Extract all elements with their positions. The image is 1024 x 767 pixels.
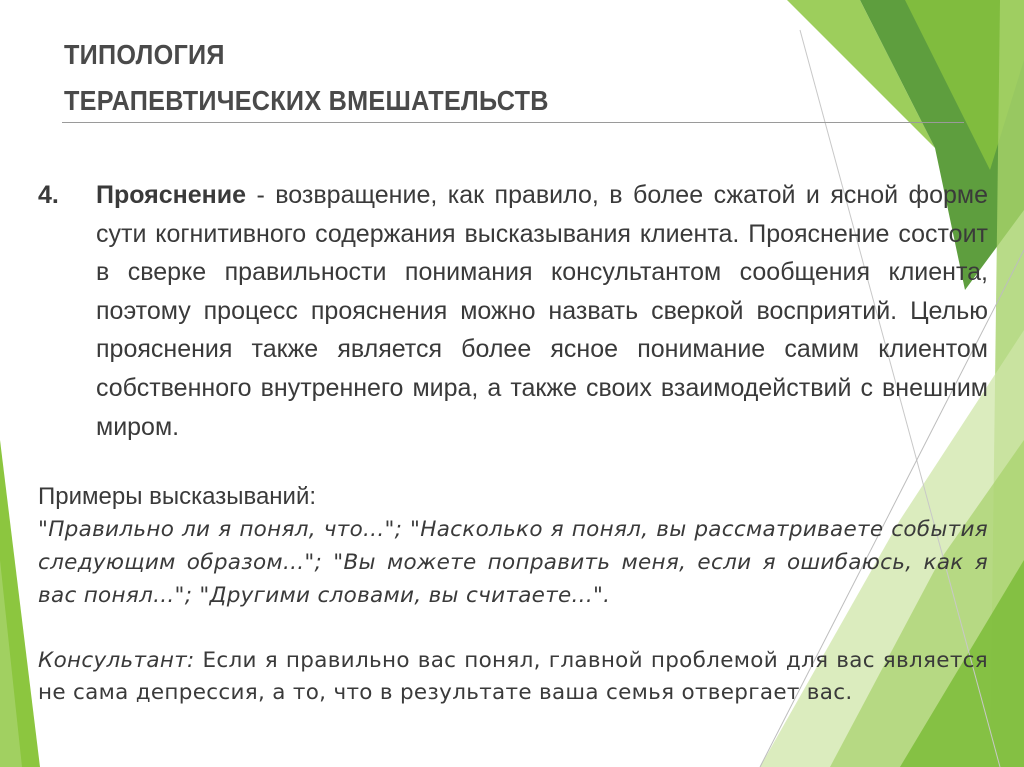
consultant-label: Консультант: (38, 648, 195, 673)
examples-heading: Примеры высказываний: (38, 483, 317, 510)
consultant-example (38, 645, 988, 709)
examples-text: "Правильно ли я понял, что..."; "Насколько я понял, вы рассматриваете события следующим образом..."; "Вы можете поправить меня, если я ошибаюсь, как я вас понял..."; "Другими словами, вы считаете...". (38, 517, 988, 608)
item-definition (96, 176, 988, 446)
item-term: Прояснение (96, 181, 247, 209)
title-line-1: ТИПОЛОГИЯ (64, 39, 225, 70)
title-divider (62, 122, 964, 123)
consultant-text: Если я правильно вас понял, главной проблемой для вас является не сама депрессия, а то, что в результате ваша семья отвергает вас. (38, 648, 988, 705)
title-line-2: ТЕРАПЕВТИЧЕСКИХ ВМЕШАТЕЛЬСТВ (64, 85, 549, 116)
examples-block (38, 480, 988, 612)
item-text: - возвращение, как правило, в более сжатой и ясной форме сути когнитивного содержания высказывания клиента. Прояснение состоит в сверке правильности понимания консультантом сообщения клиента, поэтому процесс прояснения можно назвать сверкой восприятий. Целью прояснения также является более ясное понимание самим клиентом собственного внутреннего мира, а также своих взаимодействий с внешним миром. (96, 181, 988, 441)
item-number: 4. (38, 181, 59, 209)
slide-title (64, 32, 549, 124)
